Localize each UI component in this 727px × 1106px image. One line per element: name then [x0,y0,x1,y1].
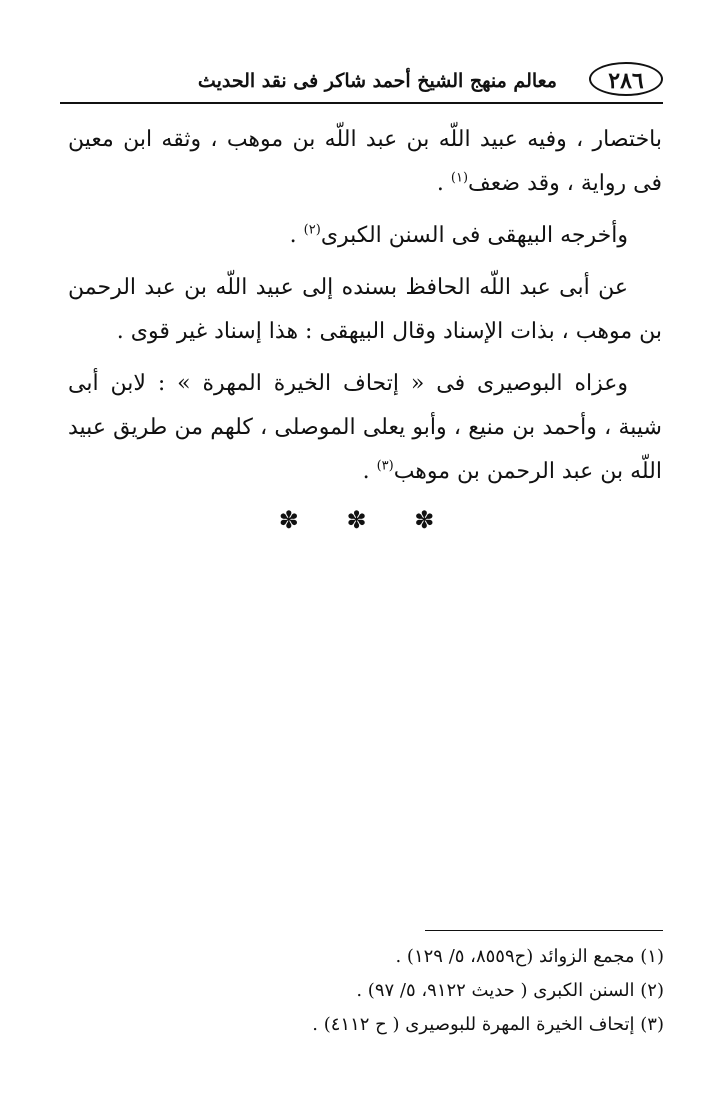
paragraph-2 [68,214,662,258]
footnote-1: (١) مجمع الزوائد (ح٨٥٥٩، ٥/ ١٢٩) . [395,946,664,967]
paragraph-2-text: وأخرجه البيهقى فى السنن الكبرى [320,223,628,248]
running-title: معالم منهج الشيخ أحمد شاكر فى نقد الحديث [197,70,557,92]
footnote-ref-2: (٢) [303,222,321,238]
header-divider [60,102,663,104]
section-ornaments [0,506,727,534]
ornament-icon: ✽ [278,506,313,534]
footnote-ref-1: (١) [450,170,469,186]
ornament-icon: ✽ [346,506,381,534]
paragraph-4-end: . [362,459,377,484]
paragraph-2-end: . [289,223,304,248]
footnote-divider [425,930,663,931]
paragraph-4 [68,362,662,494]
main-text [68,118,662,502]
paragraph-4-text: وعزاه البوصيرى فى « إتحاف الخيرة المهرة » : لابن أبى شيبة ، وأحمد بن منيع ، وأبو يعلى الموصلى ، كلهم من طريق عبيد اللّه بن عبد الرحمن بن موهب [68,371,662,484]
paragraph-3-text: عن أبى عبد اللّه الحافظ بسنده إلى عبيد اللّه بن عبد الرحمن بن موهب ، بذات الإسناد وقال البيهقى : هذا إسناد غير قوى . [68,275,662,344]
page-header [60,62,665,102]
footnote-ref-3: (٣) [376,458,394,474]
paragraph-1 [68,118,662,206]
footnotes [150,940,664,1042]
footnote-2: (٢) السنن الكبرى ( حديث ٩١٢٢، ٥/ ٩٧) . [356,980,664,1001]
footnote-3: (٣) إتحاف الخيرة المهرة للبوصيرى ( ح ٤١١٢) . [312,1014,664,1035]
ornament-icon: ✽ [414,506,449,534]
paragraph-3 [68,266,662,354]
page-number: ٢٨٦ [589,62,663,96]
paragraph-1-text: باختصار ، وفيه عبيد اللّه بن عبد اللّه بن موهب ، وثقه ابن معين فى رواية ، وقد ضعف [68,127,662,196]
paragraph-1-end: . [436,171,451,196]
